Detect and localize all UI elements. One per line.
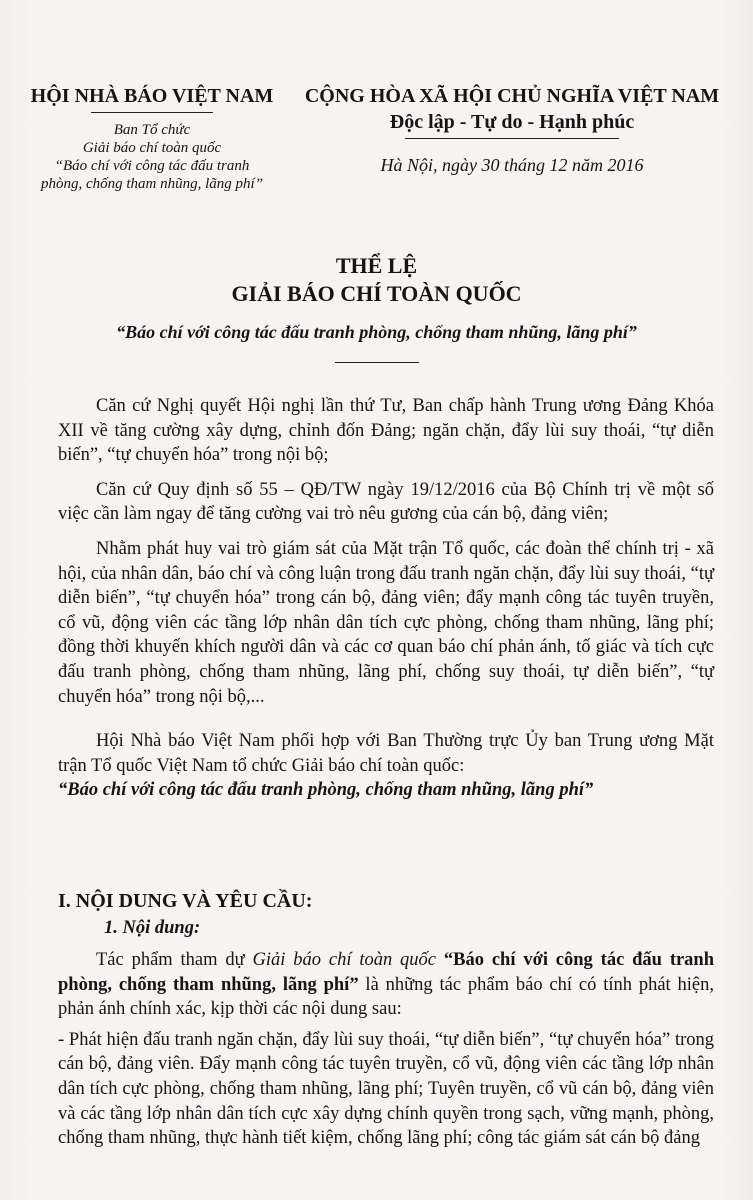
intro-suffix: là những tác phẩm báo chí có tính phát hiện, phản ánh chính xác, kịp thời các nội dung sau: xyxy=(58,974,714,1020)
motto-underline xyxy=(405,138,619,139)
content-bullet-1: - Phát hiện đấu tranh ngăn chặn, đẩy lùi suy thoái, “tự diễn biến”, “tự chuyển hóa” trong cán bộ, đảng viên. Đẩy mạnh công tác tuyên truyền, cổ vũ, động viên các tầng lớp nhân dân tích cực phòng, chống tham nhũng, lãng phí; Tuyên truyền, cổ vũ cán bộ, đảng viên và các tầng lớp nhân dân tích cực xây dựng chính quyền trong sạch, vững mạnh, phòng, chống tham nhũng, thực hành tiết kiệm, chống lãng phí; công tác giám sát cán bộ đảng xyxy=(58,1029,714,1149)
document-title-block xyxy=(30,252,723,363)
award-label: Giải báo chí toàn quốc xyxy=(82,140,222,156)
award-quote-line-2: phòng, chống tham nhũng, lãng phí” xyxy=(40,176,264,192)
organization-underline xyxy=(91,112,213,113)
nation-name: CỘNG HÒA XÃ HỘI CHỦ NGHĨA VIỆT NAM xyxy=(304,85,720,107)
organization-name: HỘI NHÀ BÁO VIỆT NAM xyxy=(30,85,274,107)
section-i-content xyxy=(58,948,714,1157)
organizer-paragraph: Hội Nhà báo Việt Nam phối hợp với Ban Thường trực Ủy ban Trung ương Mặt trận Tổ quốc Việt Nam tổ chức Giải báo chí toàn quốc: xyxy=(58,731,714,776)
purpose-paragraph: Nhằm phát huy vai trò giám sát của Mặt trận Tổ quốc, các đoàn thể chính trị - xã hội, của nhân dân, báo chí và công luận trong đấu tranh ngăn chặn, đẩy lùi suy thoái, “tự diễn biến”, “tự chuyển hóa” trong cán bộ, đảng viên; đẩy mạnh công tác tuyên truyền, cổ vũ, động viên các tầng lớp nhân dân tích cực phòng, chống tham nhũng, lãng phí; đồng thời khuyến khích người dân và các cơ quan báo chí phản ánh, tố giác và tích cực đấu tranh phòng, chống tham nhũng, lãng phí, chống suy thoái, tự diễn biến”, “tự chuyển hóa” trong nội bộ,... xyxy=(58,538,714,707)
document-header xyxy=(18,84,734,204)
subsection-1-title: 1. Nội dung: xyxy=(104,918,201,938)
intro-prefix: Tác phẩm tham dự xyxy=(96,950,253,970)
document-quote-title: “Báo chí với công tác đấu tranh phòng, chống tham nhũng, lãng phí” xyxy=(116,322,637,342)
intro-award-name: Giải báo chí toàn quốc xyxy=(252,950,437,970)
organization-header xyxy=(18,84,286,193)
content-intro-paragraph xyxy=(58,948,714,1022)
document-subtitle: GIẢI BÁO CHÍ TOÀN QUỐC xyxy=(231,281,522,306)
basis-paragraph-1: Căn cứ Nghị quyết Hội nghị lần thứ Tư, Ban chấp hành Trung ương Đảng Khóa XII về tăng cường xây dựng, chỉnh đốn Đảng; ngăn chặn, đẩy lùi suy thoái, “tự diễn biến”, “tự chuyển hóa” trong nội bộ; xyxy=(58,396,714,466)
title-underline xyxy=(335,362,419,363)
document-title: THỂ LỆ xyxy=(335,253,418,278)
document-date: Hà Nội, ngày 30 tháng 12 năm 2016 xyxy=(380,155,644,175)
organizer-label: Ban Tổ chức xyxy=(113,122,191,138)
award-quote-paragraph: “Báo chí với công tác đấu tranh phòng, chống tham nhũng, lãng phí” xyxy=(58,780,594,801)
intro-award-quote: “Báo chí với công tác đấu tranh phòng, chống tham nhũng, lãng phí” xyxy=(58,950,715,995)
basis-paragraph-2: Căn cứ Quy định số 55 – QĐ/TW ngày 19/12/2016 của Bộ Chính trị về một số việc cần làm ngay để tăng cường vai trò nêu gương của cán bộ, đảng viên; xyxy=(58,479,714,525)
section-i-title: I. NỘI DUNG VÀ YÊU CẦU: xyxy=(58,890,313,912)
document-body xyxy=(58,394,714,803)
national-motto: Độc lập - Tự do - Hạnh phúc xyxy=(389,111,635,133)
national-header xyxy=(290,84,734,177)
award-quote-line-1: “Báo chí với công tác đấu tranh xyxy=(54,158,250,174)
